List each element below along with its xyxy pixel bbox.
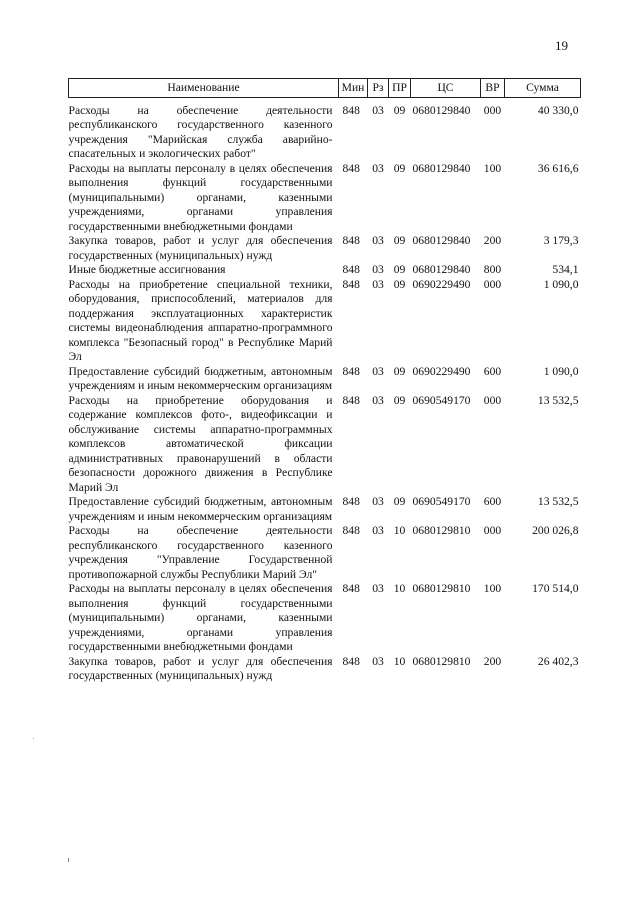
- cell-min: 848: [342, 277, 360, 291]
- cell-min: 848: [342, 582, 360, 595]
- cell-name: Закупка товаров, работ и услуг для обеспечения государственных (муниципальных) нужд: [68, 654, 333, 682]
- cell-sum: 26 402,3: [537, 654, 579, 668]
- cell-pr: 09: [393, 364, 406, 378]
- cell-vr: 600: [483, 364, 502, 378]
- cell-pr: 09: [393, 103, 406, 117]
- cell-sum: 200 026,8: [532, 524, 579, 537]
- cell-sum: 13 532,5: [537, 393, 579, 407]
- cell-name: Расходы на обеспечение деятельности республиканского государственного казенного учреждения "Марийская служба аварийно-спасательных и экологических работ": [68, 103, 333, 160]
- budget-table: [68, 78, 581, 684]
- cell-cs: 0680129840: [412, 234, 471, 247]
- cell-name: Иные бюджетные ассигнования: [68, 263, 226, 276]
- cell-pr: 10: [393, 582, 406, 595]
- cell-sum: 3 179,3: [543, 234, 579, 247]
- cell-name: Предоставление субсидий бюджетным, автономным учреждениям и иным некоммерческим организациям: [68, 364, 333, 392]
- cell-min: 848: [342, 263, 360, 276]
- cell-cs: 0690229490: [412, 364, 471, 378]
- header-sum: Сумма: [505, 79, 581, 98]
- cell-sum: 13 532,5: [537, 495, 579, 508]
- cell-min: 848: [342, 393, 360, 407]
- table-header: [69, 79, 581, 98]
- cell-pr: 09: [393, 277, 406, 291]
- cell-name: Закупка товаров, работ и услуг для обеспечения государственных (муниципальных) нужд: [68, 234, 333, 262]
- cell-vr: 600: [483, 495, 502, 508]
- table-row: [69, 278, 581, 365]
- page-number: 19: [555, 38, 568, 53]
- cell-pr: 09: [393, 393, 406, 407]
- table-row: [69, 394, 581, 496]
- table-row: [69, 162, 581, 235]
- header-min: Мин: [339, 79, 368, 98]
- cell-vr: 200: [483, 654, 502, 668]
- table-row: [69, 97, 581, 162]
- table-row: [69, 365, 581, 394]
- cell-vr: 000: [483, 393, 502, 407]
- cell-vr: 800: [483, 263, 502, 276]
- cell-rz: 03: [372, 654, 384, 668]
- cell-vr: 000: [483, 524, 502, 537]
- table-row: [69, 495, 581, 524]
- cell-vr: 100: [483, 582, 502, 595]
- cell-name: Расходы на выплаты персоналу в целях обеспечения выполнения функций государственными (муниципальными) органами, казенными учреждениями, органами управления государственными внебюджетными фондами: [68, 161, 333, 233]
- cell-sum: 534,1: [552, 263, 579, 276]
- scan-speck: [33, 738, 34, 739]
- scan-speck: [68, 858, 69, 862]
- header-pr: ПР: [389, 79, 411, 98]
- cell-pr: 10: [393, 524, 406, 537]
- cell-sum: 40 330,0: [537, 103, 579, 117]
- table-row: [69, 234, 581, 263]
- cell-cs: 0680129810: [412, 582, 471, 595]
- cell-name: Расходы на приобретение специальной техники, оборудования, приспособлений, материалов для поддержания эксплуатационных характеристик системы видеонаблюдения аппаратно-программного комплекса "Безопасный город" в Республике Марий Эл: [68, 277, 333, 363]
- header-rz: Рз: [368, 79, 389, 98]
- cell-min: 848: [342, 234, 360, 247]
- cell-pr: 10: [393, 654, 406, 668]
- cell-pr: 09: [393, 234, 406, 247]
- cell-rz: 03: [372, 393, 384, 407]
- cell-rz: 03: [372, 234, 384, 247]
- cell-rz: 03: [372, 524, 384, 537]
- cell-min: 848: [342, 364, 360, 378]
- table-body: [69, 97, 581, 684]
- cell-min: 848: [342, 495, 360, 508]
- cell-pr: 09: [393, 161, 406, 175]
- cell-vr: 000: [483, 277, 502, 291]
- cell-min: 848: [342, 103, 360, 117]
- table-row: [69, 524, 581, 582]
- cell-cs: 0680129840: [412, 161, 471, 175]
- cell-rz: 03: [372, 364, 384, 378]
- cell-min: 848: [342, 161, 360, 175]
- header-vr: ВР: [481, 79, 505, 98]
- cell-rz: 03: [372, 277, 384, 291]
- cell-min: 848: [342, 654, 360, 668]
- cell-vr: 100: [483, 161, 502, 175]
- cell-pr: 09: [393, 263, 406, 276]
- cell-cs: 0680129810: [412, 654, 471, 668]
- cell-name: Расходы на выплаты персоналу в целях обеспечения выполнения функций государственными (муниципальными) органами, казенными учреждениями, органами управления государственными внебюджетными фондами: [68, 582, 333, 653]
- cell-name: Расходы на обеспечение деятельности республиканского государственного казенного учреждения "Управление Государственной противопожарной службы Республики Марий Эл": [68, 524, 333, 581]
- cell-sum: 1 090,0: [543, 364, 579, 378]
- cell-cs: 0680129840: [412, 263, 471, 276]
- cell-sum: 170 514,0: [532, 582, 579, 595]
- cell-cs: 0680129840: [412, 103, 471, 117]
- cell-sum: 36 616,6: [537, 161, 579, 175]
- cell-cs: 0690229490: [412, 277, 471, 291]
- cell-cs: 0690549170: [412, 393, 471, 407]
- table-row: [69, 655, 581, 684]
- table-row: [69, 582, 581, 655]
- table-row: [69, 263, 581, 278]
- cell-rz: 03: [372, 103, 384, 117]
- cell-rz: 03: [372, 161, 384, 175]
- cell-vr: 000: [483, 103, 502, 117]
- header-name: Наименование: [69, 79, 339, 98]
- cell-name: Предоставление субсидий бюджетным, автономным учреждениям и иным некоммерческим организациям: [68, 495, 333, 523]
- header-cs: ЦС: [411, 79, 481, 98]
- cell-sum: 1 090,0: [543, 277, 579, 291]
- cell-cs: 0680129810: [412, 524, 471, 537]
- cell-pr: 09: [393, 495, 406, 508]
- cell-name: Расходы на приобретение оборудования и содержание комплексов фото-, видеофиксации и обслуживание системы аппаратно-программных комплексов автоматической фиксации административных правонарушений в области безопасности дорожного движения в Республике Марий Эл: [68, 393, 333, 494]
- cell-cs: 0690549170: [412, 495, 471, 508]
- cell-vr: 200: [483, 234, 502, 247]
- cell-rz: 03: [372, 263, 384, 276]
- cell-rz: 03: [372, 582, 384, 595]
- cell-rz: 03: [372, 495, 384, 508]
- cell-min: 848: [342, 524, 360, 537]
